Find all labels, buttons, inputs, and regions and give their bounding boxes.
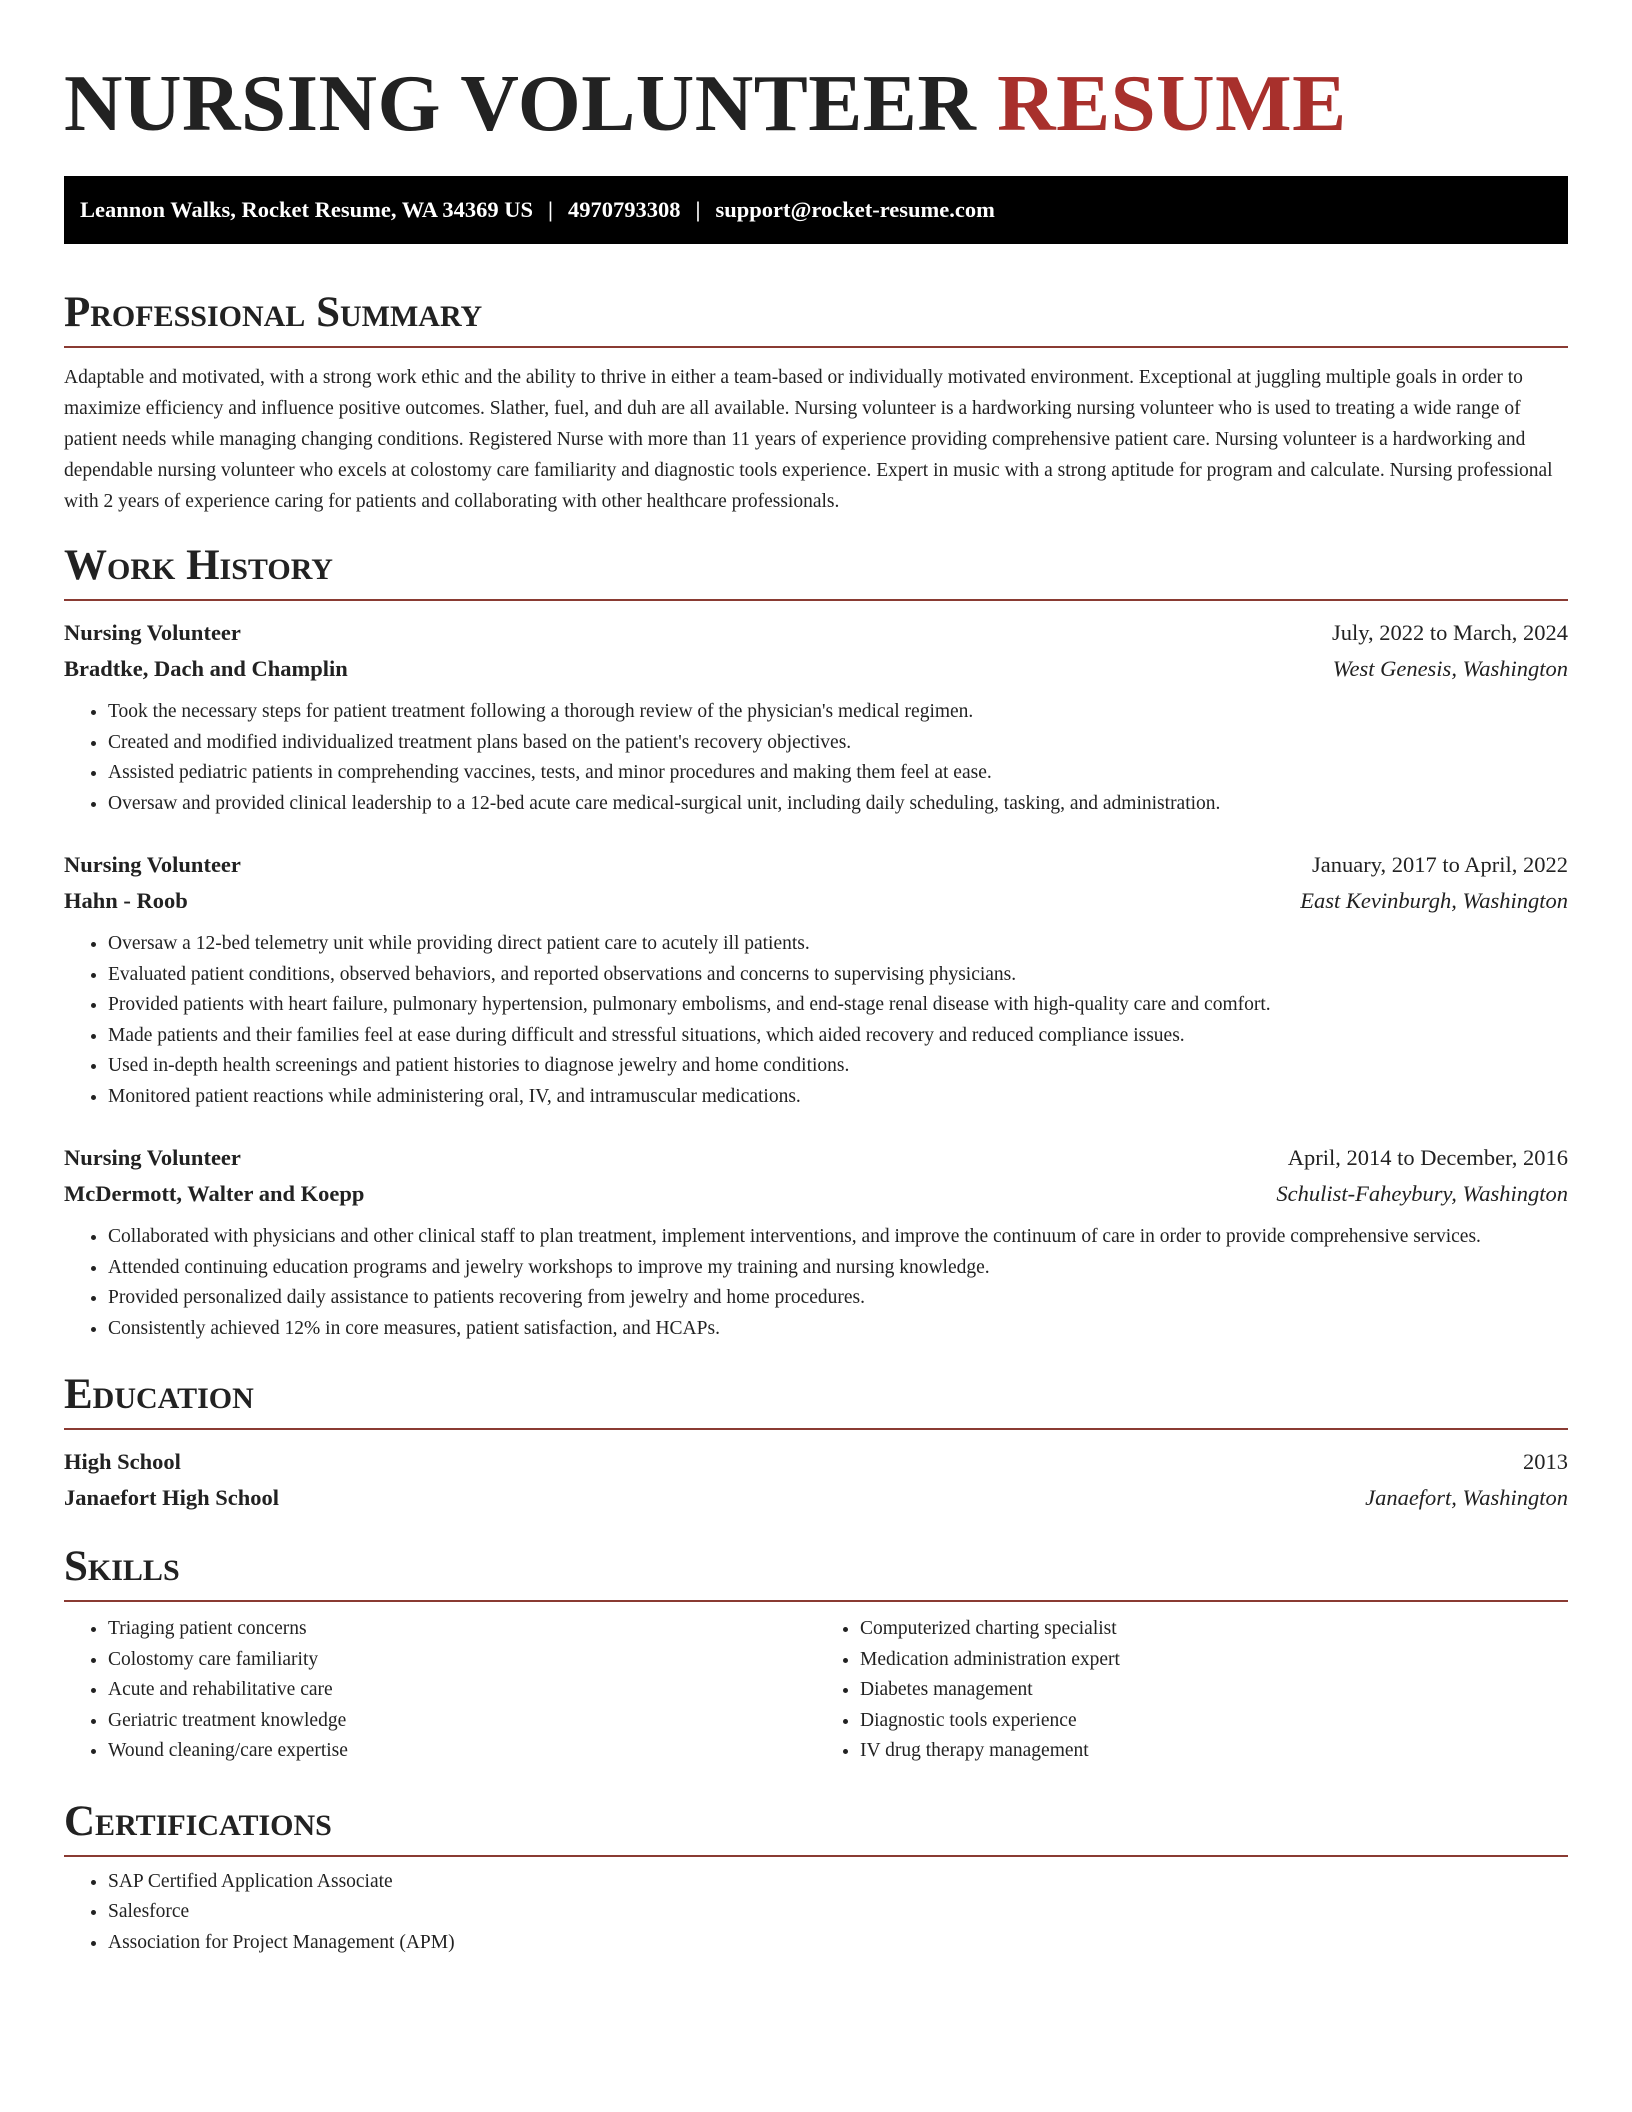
skill-item: • Wound cleaning/care expertise [108,1736,816,1767]
skills-section [64,1542,1568,1767]
skill-item: • Computerized charting specialist [860,1614,1568,1645]
job-bullet: • Consistently achieved 12% in core measures, patient satisfaction, and HCAPs. [108,1314,1568,1345]
contact-bar [64,176,1568,244]
job-bullet: • Assisted pediatric patients in comprehending vaccines, tests, and minor procedures and making them feel at ease. [108,758,1568,789]
certifications-heading: Certifications [64,1797,1568,1857]
resume-title [64,58,1568,148]
job-company: McDermott, Walter and Koepp [64,1181,365,1206]
job-bullet: • Took the necessary steps for patient treatment following a thorough review of the physician's medical regimen. [108,697,1568,728]
skill-item: • Diabetes management [860,1675,1568,1706]
skills-columns [64,1614,1568,1767]
education-heading: Education [64,1370,1568,1430]
education-location: Janaefort, Washington [1365,1485,1568,1510]
job-title: Nursing Volunteer [64,852,241,877]
job-company: Bradtke, Dach and Champlin [64,656,348,681]
job-location: East Kevinburgh, Washington [1300,888,1568,913]
job-title: Nursing Volunteer [64,1145,241,1170]
summary-heading: Professional Summary [64,288,1568,348]
skill-item: • IV drug therapy management [860,1736,1568,1767]
job-bullet: • Made patients and their families feel at ease during difficult and stressful situations, which aided recovery and reduced compliance issues. [108,1021,1568,1052]
job-bullets [64,697,1568,819]
skill-item: • Diagnostic tools experience [860,1706,1568,1737]
skills-heading: Skills [64,1542,1568,1602]
job-dates: July, 2022 to March, 2024 [1331,620,1568,645]
certification-item: • Association for Project Management (APM) [108,1928,1568,1959]
job-bullet: • Provided patients with heart failure, pulmonary hypertension, pulmonary embolisms, and end-stage renal disease with high-quality care and comfort. [108,990,1568,1021]
contact-address: Leannon Walks, Rocket Resume, WA 34369 US [80,197,533,222]
skill-item: • Medication administration expert [860,1645,1568,1676]
job-bullet: • Attended continuing education programs and jewelry workshops to improve my training and nursing knowledge. [108,1253,1568,1284]
title-accent: RESUME [997,58,1347,148]
skill-item: • Colostomy care familiarity [108,1645,816,1676]
summary-section [64,288,1568,517]
skill-item: • Triaging patient concerns [108,1614,816,1645]
job-bullet: • Oversaw and provided clinical leadership to a 12-bed acute care medical-surgical unit, including daily scheduling, tasking, and administration. [108,789,1568,820]
job-dates: April, 2014 to December, 2016 [1287,1145,1568,1170]
job-bullet: • Collaborated with physicians and other clinical staff to plan treatment, implement interventions, and improve the continuum of care in order to provide comprehensive services. [108,1222,1568,1253]
skills-list-right [816,1614,1568,1767]
job-bullets [64,1222,1568,1344]
job-bullet: • Used in-depth health screenings and patient histories to diagnose jewelry and home conditions. [108,1051,1568,1082]
job-bullet: • Oversaw a 12-bed telemetry unit while providing direct patient care to acutely ill patients. [108,929,1568,960]
work-history-heading: Work History [64,541,1568,601]
certifications-section [64,1797,1568,1959]
skill-item: • Acute and rehabilitative care [108,1675,816,1706]
job-bullet: • Provided personalized daily assistance to patients recovering from jewelry and home procedures. [108,1283,1568,1314]
skill-item: • Geriatric treatment knowledge [108,1706,816,1737]
job-dates: January, 2017 to April, 2022 [1311,852,1568,877]
summary-text: Adaptable and motivated, with a strong work ethic and the ability to thrive in either a team-based or individually motivated environment. Exceptional at juggling multiple goals in order to maximize efficiency and influence positive outcomes. Slather, fuel, and duh are all available. Nursing volunteer is a hardworking nursing volunteer who is used to treating a wide range of patient needs while managing changing conditions. Registered Nurse with more than 11 years of experience providing comprehensive patient care. Nursing volunteer is a hardworking and dependable nursing volunteer who excels at colostomy care familiarity and diagnostic tools experience. Expert in music with a strong aptitude for program and calculate. Nursing professional with 2 years of experience caring for patients and collaborating with other healthcare professionals. [64,367,1553,512]
contact-separator: | [548,197,553,222]
job-bullet: • Monitored patient reactions while administering oral, IV, and intramuscular medications. [108,1082,1568,1113]
education-entry [64,1444,1568,1516]
contact-phone[interactable]: 4970793308 [567,197,681,222]
job-company: Hahn - Roob [64,888,188,913]
job-bullet: • Created and modified individualized treatment plans based on the patient's recovery objectives. [108,728,1568,759]
contact-email[interactable]: support@rocket-resume.com [715,197,995,222]
job-entry [64,615,1568,819]
education-year: 2013 [1523,1449,1568,1474]
education-degree: High School [64,1449,181,1474]
job-location: Schulist-Faheybury, Washington [1276,1181,1568,1206]
skills-list-left [64,1614,816,1767]
title-main: NURSING VOLUNTEER [64,58,977,148]
job-location: West Genesis, Washington [1332,656,1568,681]
job-title: Nursing Volunteer [64,620,241,645]
certifications-list [64,1867,1568,1959]
contact-separator: | [695,197,701,222]
job-entry [64,847,1568,1112]
job-bullets [64,929,1568,1112]
education-section [64,1370,1568,1516]
certification-item: • SAP Certified Application Associate [108,1867,1568,1898]
work-history-section [64,541,1568,1344]
certification-item: • Salesforce [108,1897,1568,1928]
job-entry [64,1140,1568,1344]
education-school: Janaefort High School [64,1485,280,1510]
job-bullet: • Evaluated patient conditions, observed behaviors, and reported observations and concerns to supervising physicians. [108,960,1568,991]
